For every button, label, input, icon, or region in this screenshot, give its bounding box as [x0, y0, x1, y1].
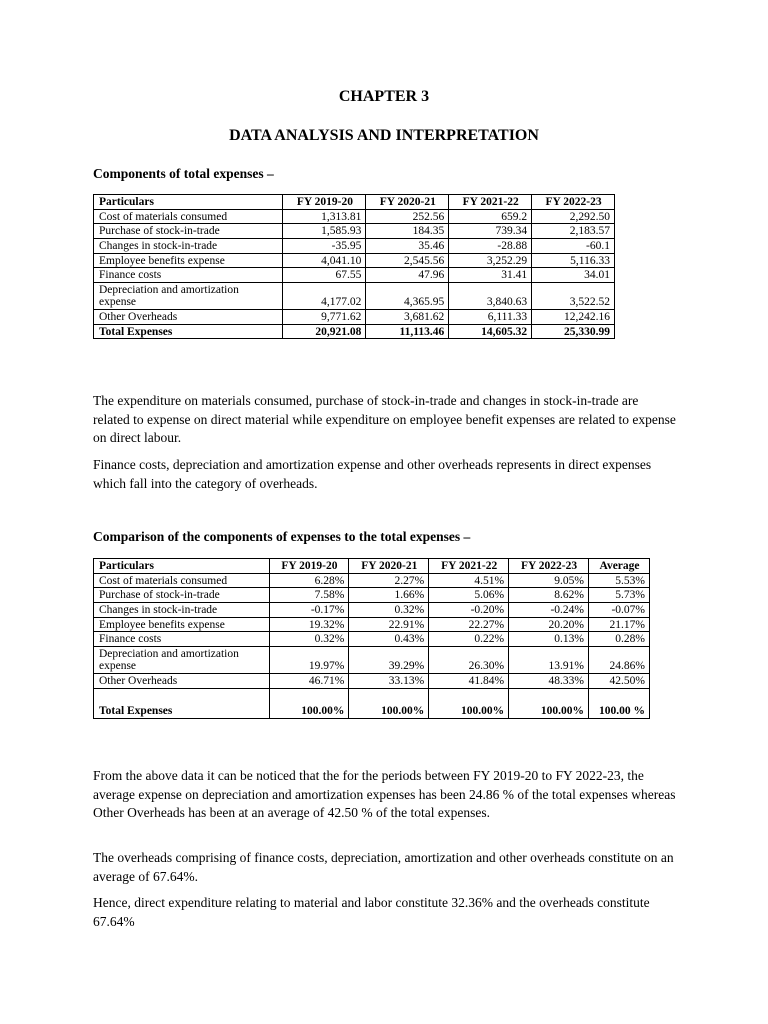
row-label: Total Expenses	[94, 688, 270, 718]
table-cell: 19.32%	[269, 617, 349, 632]
table-cell: 8.62%	[509, 588, 589, 603]
table-header-row	[94, 559, 650, 574]
paragraph: Finance costs, depreciation and amortization expense and other overheads represents in direct expenses which fall into the category of overheads.	[93, 457, 652, 491]
table-cell: 0.32%	[269, 632, 349, 647]
header-cell: FY 2021-22	[429, 559, 509, 574]
table-cell: 5.06%	[429, 588, 509, 603]
table-cell: 184.35	[366, 224, 449, 239]
paragraph: From the above data it can be noticed that the for the periods between FY 2019-20 to FY 2022-23, the average expense on depreciation and amortization expenses has been 24.86 % of the total expenses whereas Other Overheads has been at an average of 42.50 % of the total expenses.	[93, 768, 676, 820]
table-cell: 4,177.02	[283, 282, 366, 309]
table-cell: 100.00%	[509, 688, 589, 718]
table-cell: 739.34	[449, 224, 532, 239]
row-label	[94, 282, 283, 309]
row-label: Other Overheads	[94, 310, 283, 325]
table-cell: 1,313.81	[283, 209, 366, 224]
total-row	[94, 324, 615, 339]
header-cell: FY 2019-20	[269, 559, 349, 574]
table-cell: 1,585.93	[283, 224, 366, 239]
table-cell: 100.00%	[349, 688, 429, 718]
table-cell: 9,771.62	[283, 310, 366, 325]
table-cell: 22.91%	[349, 617, 429, 632]
table-cell: 67.55	[283, 268, 366, 283]
table-cell: 33.13%	[349, 674, 429, 689]
table-cell: 39.29%	[349, 646, 429, 673]
table-cell: 25,330.99	[532, 324, 615, 339]
table-cell: 20.20%	[509, 617, 589, 632]
row-label-line2: expense	[99, 660, 137, 673]
table-row	[94, 573, 650, 588]
row-label-line1: Depreciation and amortization	[99, 283, 239, 296]
table-row	[94, 617, 650, 632]
row-label: Changes in stock-in-trade	[94, 238, 283, 253]
row-label: Total Expenses	[94, 324, 283, 339]
paragraph: Hence, direct expenditure relating to material and labor constitute 32.36% and the overheads constitute 67.64%	[93, 895, 650, 929]
table-cell: 41.84%	[429, 674, 509, 689]
table-row	[94, 588, 650, 603]
table-cell: 46.71%	[269, 674, 349, 689]
table-cell: 0.28%	[589, 632, 650, 647]
table-cell: 659.2	[449, 209, 532, 224]
table-cell: 31.41	[449, 268, 532, 283]
table-cell: 14,605.32	[449, 324, 532, 339]
table-cell: 4,365.95	[366, 282, 449, 309]
table-cell: 13.91%	[509, 646, 589, 673]
table-cell: -0.24%	[509, 602, 589, 617]
table-cell: 0.22%	[429, 632, 509, 647]
table-row	[94, 632, 650, 647]
header-cell: Particulars	[94, 195, 283, 210]
table-row	[94, 268, 615, 283]
table-row	[94, 238, 615, 253]
table-cell: 3,252.29	[449, 253, 532, 268]
table-cell: 6,111.33	[449, 310, 532, 325]
table-cell: -0.07%	[589, 602, 650, 617]
table-cell: 5.73%	[589, 588, 650, 603]
table-cell: 252.56	[366, 209, 449, 224]
table-cell: 3,522.52	[532, 282, 615, 309]
page-title: DATA ANALYSIS AND INTERPRETATION	[229, 127, 539, 144]
table-cell: 5.53%	[589, 573, 650, 588]
table-cell: -60.1	[532, 238, 615, 253]
table-cell: -35.95	[283, 238, 366, 253]
section2-heading: Comparison of the components of expenses to the total expenses –	[93, 529, 471, 544]
table-row	[94, 282, 615, 309]
row-label: Purchase of stock-in-trade	[94, 224, 283, 239]
table-row	[94, 646, 650, 673]
table-cell: -0.17%	[269, 602, 349, 617]
row-label: Changes in stock-in-trade	[94, 602, 270, 617]
row-label: Finance costs	[94, 268, 283, 283]
chapter-heading: CHAPTER 3	[338, 88, 430, 105]
table-cell: 6.28%	[269, 573, 349, 588]
table-cell: 22.27%	[429, 617, 509, 632]
table-cell: 34.01	[532, 268, 615, 283]
table-cell: 2,292.50	[532, 209, 615, 224]
table-header-row	[94, 195, 615, 210]
row-label	[94, 646, 270, 673]
table-cell: 0.43%	[349, 632, 429, 647]
table-cell: -0.20%	[429, 602, 509, 617]
table-cell: 3,681.62	[366, 310, 449, 325]
table-row	[94, 674, 650, 689]
total-row	[94, 688, 650, 718]
table-row	[94, 209, 615, 224]
table-cell: 100.00%	[429, 688, 509, 718]
table-cell: 21.17%	[589, 617, 650, 632]
table-cell: 0.13%	[509, 632, 589, 647]
table-cell: 100.00 %	[589, 688, 650, 718]
table-cell: 19.97%	[269, 646, 349, 673]
header-cell: FY 2020-21	[366, 195, 449, 210]
expenses-table	[93, 194, 615, 339]
table-cell: 12,242.16	[532, 310, 615, 325]
header-cell: Particulars	[94, 559, 270, 574]
table-cell: 42.50%	[589, 674, 650, 689]
row-label: Cost of materials consumed	[94, 209, 283, 224]
table-cell: 5,116.33	[532, 253, 615, 268]
header-cell: FY 2022-23	[509, 559, 589, 574]
row-label: Other Overheads	[94, 674, 270, 689]
header-cell: FY 2020-21	[349, 559, 429, 574]
table-row	[94, 253, 615, 268]
header-cell: FY 2022-23	[532, 195, 615, 210]
table-cell: 20,921.08	[283, 324, 366, 339]
table-cell: 100.00%	[269, 688, 349, 718]
header-cell: FY 2019-20	[283, 195, 366, 210]
header-cell: Average	[589, 559, 650, 574]
table-cell: 3,840.63	[449, 282, 532, 309]
table-cell: 24.86%	[589, 646, 650, 673]
table-row	[94, 310, 615, 325]
row-label: Employee benefits expense	[94, 617, 270, 632]
table-cell: 2,183.57	[532, 224, 615, 239]
table-cell: 9.05%	[509, 573, 589, 588]
row-label-line1: Depreciation and amortization	[99, 647, 239, 660]
table-cell: 2,545.56	[366, 253, 449, 268]
table-cell: 7.58%	[269, 588, 349, 603]
table-cell: -28.88	[449, 238, 532, 253]
row-label: Purchase of stock-in-trade	[94, 588, 270, 603]
table-cell: 48.33%	[509, 674, 589, 689]
row-label-line2: expense	[99, 296, 137, 309]
table-cell: 35.46	[366, 238, 449, 253]
section1-heading: Components of total expenses –	[93, 166, 274, 181]
row-label: Employee benefits expense	[94, 253, 283, 268]
table-cell: 2.27%	[349, 573, 429, 588]
table-cell: 1.66%	[349, 588, 429, 603]
row-label: Finance costs	[94, 632, 270, 647]
paragraph: The expenditure on materials consumed, purchase of stock-in-trade and changes in stock-in-trade are related to expense on direct material while expenditure on employee benefit expenses are related to expense on direct labour.	[93, 393, 676, 445]
row-label: Cost of materials consumed	[94, 573, 270, 588]
table-row	[94, 602, 650, 617]
table-cell: 11,113.46	[366, 324, 449, 339]
expense-ratio-table	[93, 558, 650, 719]
table-row	[94, 224, 615, 239]
table-cell: 0.32%	[349, 602, 429, 617]
table-cell: 26.30%	[429, 646, 509, 673]
table-cell: 47.96	[366, 268, 449, 283]
paragraph: The overheads comprising of finance costs, depreciation, amortization and other overheads constitute on an average of 67.64%.	[93, 850, 674, 884]
table-cell: 4,041.10	[283, 253, 366, 268]
table-cell: 4.51%	[429, 573, 509, 588]
header-cell: FY 2021-22	[449, 195, 532, 210]
